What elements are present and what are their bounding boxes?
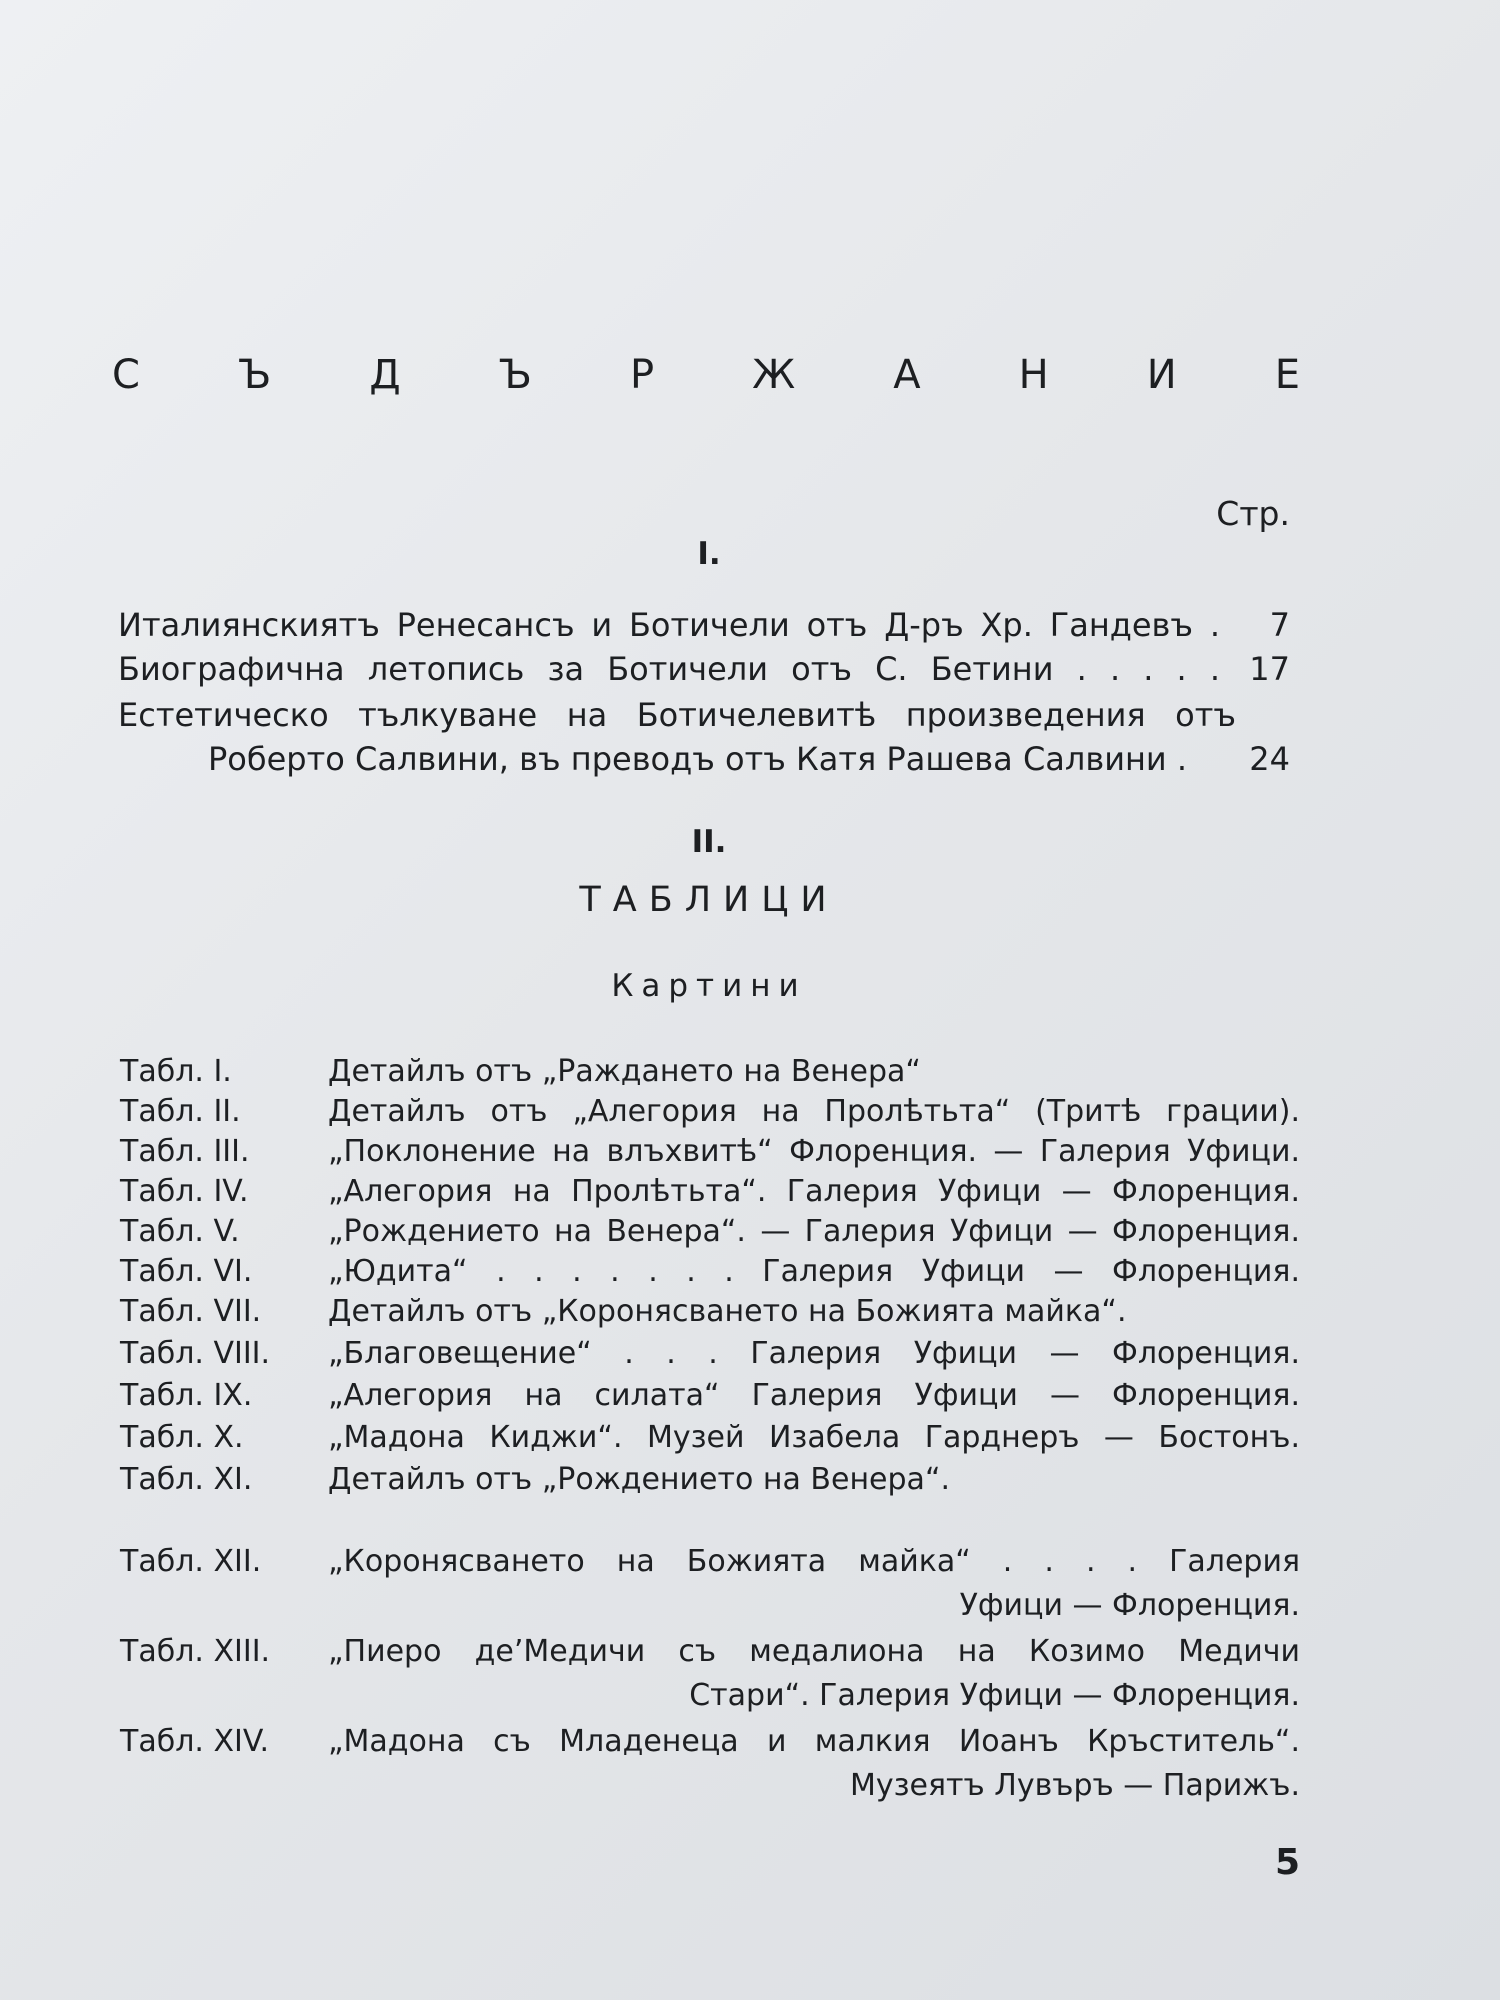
plate-description: „Пиеро де’Медичи съ медалиона на Козимо Медичи [328,1634,1300,1669]
page-number: 5 [1274,1842,1300,1883]
page-column-label: Стр. [1216,494,1290,533]
plate-description: Детайлъ отъ „Коронясването на Божията майка“. [328,1294,1127,1329]
page-title [112,352,1300,398]
plate-description: „Мадона съ Младенеца и малкия Иоанъ Кръститель“. [328,1724,1300,1759]
plate-label: Табл. XII. [120,1544,262,1579]
plate-label: Табл. X. [120,1420,244,1455]
plate-description: „Алегория на силата“ Галерия Уфици — Флоренция. [328,1378,1300,1413]
plate-label: Табл. VIII. [120,1336,271,1371]
plate-description: „Рождението на Венера“. — Галерия Уфици — Флоренция. [328,1214,1300,1249]
title-letter: Е [1274,352,1300,398]
plate-description: „Алегория на Пролѣтьта“. Галерия Уфици — Флоренция. [328,1174,1300,1209]
plate-description: Детайлъ отъ „Раждането на Венера“ [328,1054,921,1089]
plate-description: „Поклонение на влъхвитѣ“ Флоренция. — Галерия Уфици. [328,1134,1300,1169]
title-letter: С [112,352,140,398]
plate-label: Табл. XIV. [120,1724,270,1759]
plate-description-continuation: Уфици — Флоренция. [959,1588,1300,1623]
toc-entry-page: 7 [1269,606,1290,644]
toc-entry-page: 17 [1249,650,1290,688]
title-letter: Д [369,352,401,398]
plate-label: Табл. IV. [120,1174,249,1209]
title-letter: Н [1018,352,1049,398]
plate-label: Табл. V. [120,1214,240,1249]
plate-label: Табл. XI. [120,1462,253,1497]
plate-description: „Мадона Киджи“. Музей Изабела Гарднеръ — Бостонъ. [328,1420,1300,1455]
toc-entry-title: Естетическо тълкуване на Ботичелевитѣ произведения отъ [118,696,1236,734]
plate-label: Табл. XIII. [120,1634,271,1669]
subsection-title: Картини [611,968,807,1004]
plate-label: Табл. I. [120,1054,232,1089]
plate-label: Табл. VI. [120,1254,253,1289]
section-2-number: II. [691,824,727,860]
plate-description: „Коронясването на Божията майка“ . . . . Галерия [328,1544,1300,1579]
toc-entry-title: Италиянскиятъ Ренесансъ и Ботичели отъ Д-ръ Хр. Гандевъ . [118,606,1220,644]
plate-description-continuation: Музеятъ Лувъръ — Парижъ. [849,1768,1300,1803]
toc-entry-continuation [208,740,1290,778]
plate-description: Детайлъ отъ „Алегория на Пролѣтьта“ (Тритѣ грации). [328,1094,1300,1129]
toc-entry-title: Биографична летопись за Ботичели отъ С. Бетини . . . . . [118,650,1220,688]
toc-entry [118,696,1236,734]
plate-description: „Юдита“ . . . . . . . Галерия Уфици — Флоренция. [328,1254,1300,1289]
plate-label: Табл. IX. [120,1378,253,1413]
plate-label: Табл. II. [120,1094,241,1129]
title-letter: И [1146,352,1177,398]
title-letter: Р [629,352,655,398]
title-letter: Ъ [498,352,532,398]
section-2-title: ТАБЛИЦИ [579,880,839,920]
plate-description: Детайлъ отъ „Рождението на Венера“. [328,1462,951,1497]
title-letter: Ж [752,352,796,398]
section-1-number: I. [697,536,721,572]
plate-description-continuation: Стари“. Галерия Уфици — Флоренция. [689,1678,1300,1713]
title-letter: Ъ [237,352,272,398]
toc-entry-page: 24 [1249,740,1290,778]
toc-entry-title: Роберто Салвини, въ преводъ отъ Катя Рашева Салвини . [208,740,1188,778]
plate-label: Табл. III. [120,1134,250,1169]
title-letter: А [893,352,921,398]
toc-entry [118,606,1290,644]
plate-description: „Благовещение“ . . . Галерия Уфици — Флоренция. [328,1336,1300,1371]
toc-entry [118,650,1290,688]
plate-label: Табл. VII. [120,1294,262,1329]
